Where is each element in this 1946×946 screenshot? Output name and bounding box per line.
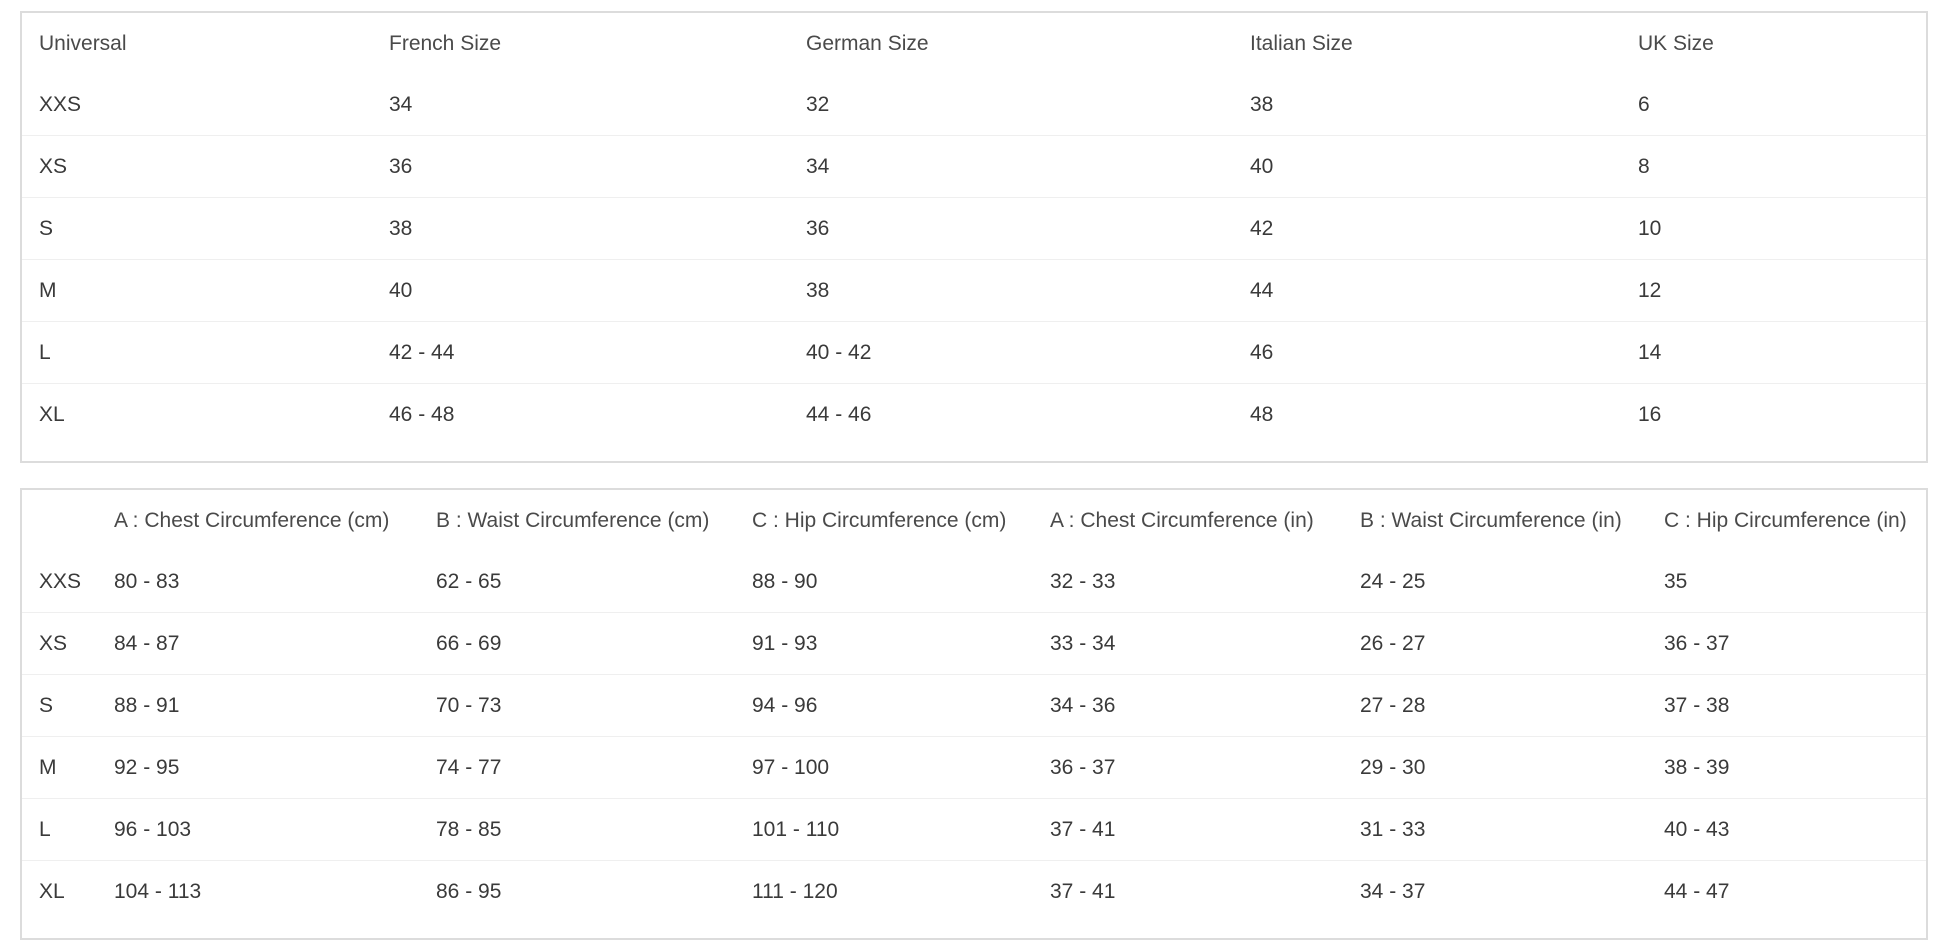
table-cell: 84 - 87 — [114, 613, 436, 675]
size-conversion-table — [20, 11, 1928, 463]
column-header-universal: Universal — [39, 31, 127, 55]
table-row — [22, 613, 1926, 675]
table-cell: 36 - 37 — [1050, 737, 1360, 799]
column-header-chest-in: A : Chest Circumference (in) — [1050, 508, 1314, 532]
column-header-hip-cm: C : Hip Circumference (cm) — [752, 508, 1007, 532]
table-cell: 34 - 36 — [1050, 675, 1360, 737]
table-cell: 37 - 41 — [1050, 861, 1360, 923]
table-cell: 38 - 39 — [1664, 737, 1926, 799]
table-row — [22, 198, 1926, 260]
table-cell: 31 - 33 — [1360, 799, 1664, 861]
table-cell: 48 — [1250, 384, 1638, 446]
table-cell: 38 — [806, 260, 1250, 322]
table-cell: XL — [22, 861, 114, 923]
table-cell: 78 - 85 — [436, 799, 752, 861]
table-cell: 40 — [1250, 136, 1638, 198]
table-cell: 6 — [1638, 92, 1650, 116]
table-cell: 36 - 37 — [1664, 613, 1926, 675]
table-cell: 80 - 83 — [114, 569, 180, 593]
table-cell: S — [22, 675, 114, 737]
table-cell: 86 - 95 — [436, 861, 752, 923]
table-cell: 44 - 47 — [1664, 861, 1926, 923]
table-cell: 37 - 38 — [1664, 675, 1926, 737]
table-cell: M — [22, 260, 389, 322]
table-cell: 36 — [389, 136, 806, 198]
table-row — [22, 384, 1926, 446]
table-cell: 46 — [1250, 322, 1638, 384]
table-row — [22, 260, 1926, 322]
table-cell: 91 - 93 — [752, 613, 1050, 675]
table-cell: XS — [22, 613, 114, 675]
table-cell: 74 - 77 — [436, 737, 752, 799]
table-cell: 35 — [1664, 569, 1688, 593]
column-header-waist-cm: B : Waist Circumference (cm) — [436, 508, 710, 532]
table-row — [22, 861, 1926, 923]
column-header-waist-in: B : Waist Circumference (in) — [1360, 508, 1622, 532]
column-header-uk-size: UK Size — [1638, 31, 1714, 55]
table-row — [22, 675, 1926, 737]
column-header-chest-cm: A : Chest Circumference (cm) — [114, 508, 390, 532]
table-cell: L — [22, 322, 389, 384]
table-cell: 44 — [1250, 260, 1638, 322]
table-cell: 32 — [806, 92, 830, 116]
table-cell: 37 - 41 — [1050, 799, 1360, 861]
table-cell: S — [22, 198, 389, 260]
table-row — [22, 136, 1926, 198]
table-cell: XL — [22, 384, 389, 446]
table-row — [22, 74, 1926, 136]
table-cell: 29 - 30 — [1360, 737, 1664, 799]
table-cell: 27 - 28 — [1360, 675, 1664, 737]
column-header-german-size: German Size — [806, 31, 929, 55]
table-cell: 42 - 44 — [389, 322, 806, 384]
table-cell: 38 — [389, 198, 806, 260]
table-row — [22, 551, 1926, 613]
column-header-size — [22, 490, 114, 551]
table-row — [22, 322, 1926, 384]
table-cell: 34 — [389, 92, 413, 116]
column-header-french-size: French Size — [389, 31, 502, 55]
table-cell: 42 — [1250, 198, 1638, 260]
table-cell: 24 - 25 — [1360, 569, 1426, 593]
table-cell: XXS — [39, 569, 82, 593]
table-cell: 88 - 90 — [752, 569, 818, 593]
table-cell: 14 — [1638, 322, 1926, 384]
table-cell: 38 — [1250, 92, 1274, 116]
body-measurement-table — [20, 488, 1928, 940]
column-header-italian-size: Italian Size — [1250, 31, 1353, 55]
table-cell: 34 — [806, 136, 1250, 198]
table-cell: 94 - 96 — [752, 675, 1050, 737]
table-cell: 12 — [1638, 260, 1926, 322]
table-cell: 40 — [389, 260, 806, 322]
table-row — [22, 737, 1926, 799]
table-cell: 40 - 42 — [806, 322, 1250, 384]
table-cell: 33 - 34 — [1050, 613, 1360, 675]
table-cell: L — [22, 799, 114, 861]
table-cell: 8 — [1638, 136, 1926, 198]
table-cell: 36 — [806, 198, 1250, 260]
table-cell: 34 - 37 — [1360, 861, 1664, 923]
table-cell: 96 - 103 — [114, 799, 436, 861]
table-cell: 88 - 91 — [114, 675, 436, 737]
table-header-row — [22, 13, 1926, 74]
table-cell: 44 - 46 — [806, 384, 1250, 446]
table-cell: 104 - 113 — [114, 861, 436, 923]
table-cell: 10 — [1638, 198, 1926, 260]
table-cell: M — [22, 737, 114, 799]
table-cell: 101 - 110 — [752, 799, 1050, 861]
table-cell: 66 - 69 — [436, 613, 752, 675]
table-header-row — [22, 490, 1926, 551]
table-cell: 16 — [1638, 384, 1926, 446]
table-cell: 92 - 95 — [114, 737, 436, 799]
table-cell: 97 - 100 — [752, 737, 1050, 799]
table-cell: 62 - 65 — [436, 569, 502, 593]
table-cell: 26 - 27 — [1360, 613, 1664, 675]
table-row — [22, 799, 1926, 861]
table-cell: 32 - 33 — [1050, 569, 1116, 593]
table-cell: XXS — [39, 92, 82, 116]
table-cell: 40 - 43 — [1664, 799, 1926, 861]
table-cell: 46 - 48 — [389, 384, 806, 446]
column-header-hip-in: C : Hip Circumference (in) — [1664, 508, 1907, 532]
table-cell: 70 - 73 — [436, 675, 752, 737]
table-cell: XS — [22, 136, 389, 198]
table-cell: 111 - 120 — [752, 861, 1050, 923]
